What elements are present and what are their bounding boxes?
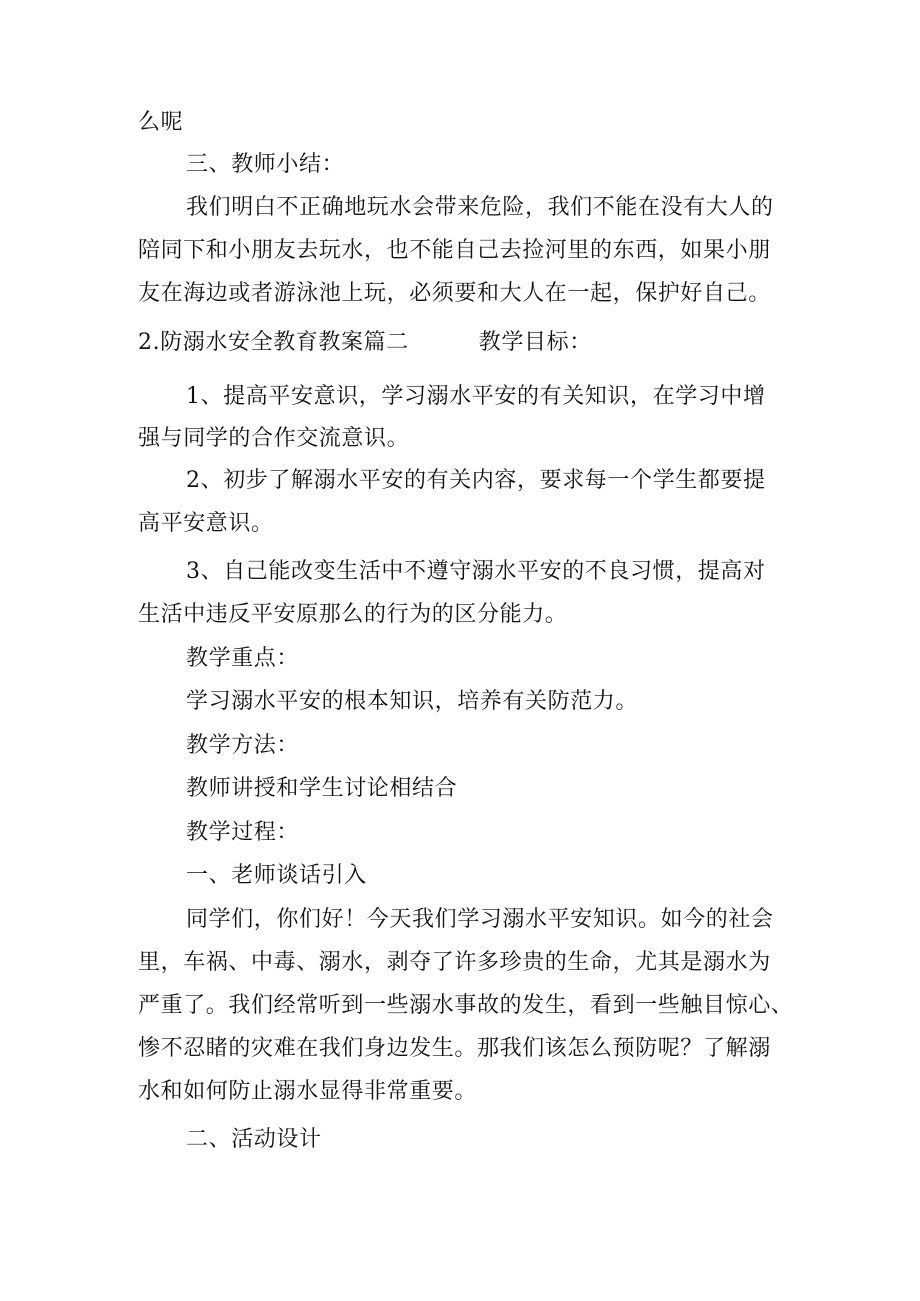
section-heading: 一、老师谈话引入	[186, 863, 367, 888]
list-item: 3、自己能改变生活中不遵守溺水平安的不良习惯，提高对	[186, 559, 766, 584]
subheading: 教学目标：	[478, 330, 592, 355]
lesson-title: 2.防溺水安全教育教案篇二	[138, 330, 409, 355]
subheading: 教学方法：	[186, 733, 300, 758]
list-item: 2、初步了解溺水平安的有关内容，要求每一个学生都要提	[186, 468, 766, 493]
section-heading: 三、教师小结：	[186, 152, 345, 177]
list-item: 1、提高平安意识，学习溺水平安的有关知识，在学习中增	[186, 384, 766, 409]
list-item-cont: 生活中违反平安原那么的行为的区分能力。	[138, 602, 568, 627]
paragraph-line: 水和如何防止溺水显得非常重要。	[138, 1079, 478, 1104]
paragraph-line: 友在海边或者游泳池上玩，必须要和大人在一起，保护好自己。	[138, 281, 771, 306]
paragraph-line: 我们明白不正确地玩水会带来危险，我们不能在没有大人的	[186, 195, 774, 220]
paragraph-line: 陪同下和小朋友去玩水，也不能自己去捡河里的东西，如果小朋	[138, 238, 771, 263]
subheading: 教学过程：	[186, 820, 300, 845]
paragraph-line: 教师讲授和学生讨论相结合	[186, 776, 458, 801]
list-item-cont: 强与同学的合作交流意识。	[138, 426, 410, 451]
paragraph-line: 学习溺水平安的根本知识，培养有关防范力。	[186, 689, 639, 714]
text-line: 么呢	[138, 110, 184, 135]
paragraph-line: 里，车祸、中毒、溺水，剥夺了许多珍贵的生命，尤其是溺水为	[138, 950, 771, 975]
paragraph-line: 严重了。我们经常听到一些溺水事故的发生，看到一些触目惊心、	[138, 993, 794, 1018]
section-heading: 二、活动设计	[186, 1127, 322, 1152]
paragraph-line: 惨不忍睹的灾难在我们身边发生。那我们该怎么预防呢？了解溺	[138, 1036, 771, 1061]
lesson-title-row	[138, 328, 592, 358]
list-item-cont: 高平安意识。	[138, 511, 274, 536]
subheading: 教学重点：	[186, 646, 300, 671]
paragraph-line: 同学们，你们好！今天我们学习溺水平安知识。如今的社会	[186, 907, 774, 932]
